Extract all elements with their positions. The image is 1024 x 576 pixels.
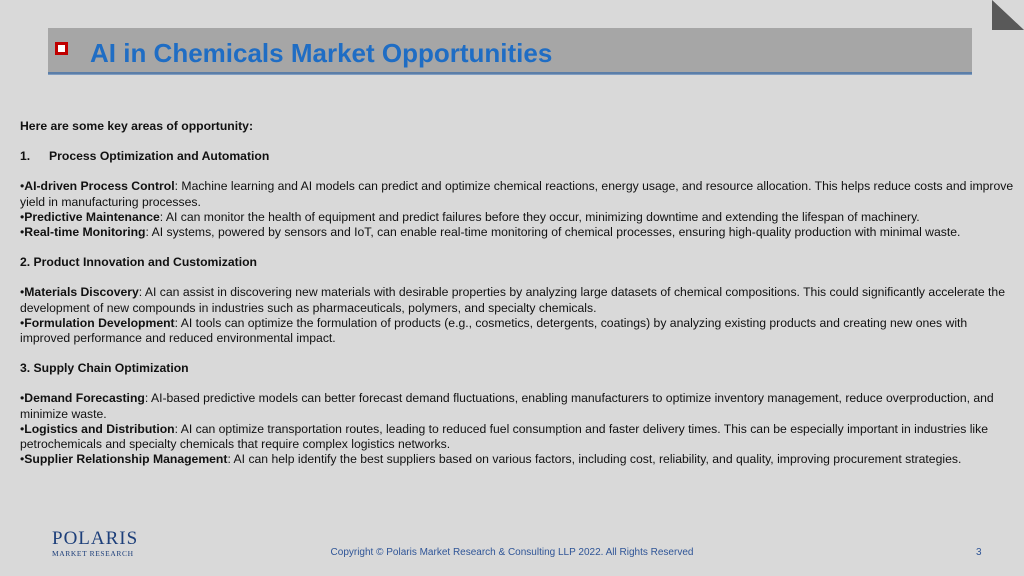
bullet-marker: • xyxy=(20,209,25,224)
section-heading xyxy=(20,149,1020,164)
bullet-list xyxy=(20,179,1020,240)
list-item xyxy=(20,210,1020,225)
bullet-marker: • xyxy=(20,225,25,240)
bullet-marker: • xyxy=(20,421,25,436)
bullet-marker: • xyxy=(20,452,25,467)
list-item xyxy=(20,316,1020,346)
page-title: AI in Chemicals Market Opportunities xyxy=(90,38,553,68)
bullet-term: Predictive Maintenance xyxy=(24,209,160,224)
list-item xyxy=(20,179,1020,209)
bullet-list xyxy=(20,391,1020,467)
logo-subtitle: MARKET RESEARCH xyxy=(52,549,134,558)
bullet-marker: • xyxy=(20,285,25,300)
bullet-term: Demand Forecasting xyxy=(24,391,145,406)
bullet-marker: • xyxy=(20,391,25,406)
bullet-term: Formulation Development xyxy=(24,315,175,330)
section-title: Process Optimization and Automation xyxy=(49,149,270,164)
bullet-text: : AI systems, powered by sensors and IoT, can enable real-time monitoring of chemical processes, ensuring high-quality production with minimal waste. xyxy=(145,225,961,240)
bullet-list xyxy=(20,285,1020,346)
page-corner-fold-icon xyxy=(992,0,1024,30)
list-item xyxy=(20,452,1020,467)
bullet-text: : AI can assist in discovering new materials with desirable properties by analyzing large datasets of chemical compositions. This could significantly accelerate the development of new compounds in industries such as pharmaceuticals, polymers, and specialty chemicals. xyxy=(20,285,1005,315)
bullet-marker: • xyxy=(20,179,25,194)
section-heading: 3. Supply Chain Optimization xyxy=(20,361,189,376)
bullet-text: : AI tools can optimize the formulation of products (e.g., cosmetics, detergents, coatings) by analyzing existing products and creating new ones with improved performance and reduced environmental impact. xyxy=(20,315,968,346)
logo-wordmark: POLARIS xyxy=(52,528,139,549)
list-item xyxy=(20,391,1020,421)
bullet-term: Real-time Monitoring xyxy=(24,225,146,240)
page-number: 3 xyxy=(976,547,982,558)
list-item xyxy=(20,225,1020,240)
bullet-term: AI-driven Process Control xyxy=(24,179,175,194)
checkbox-square-icon xyxy=(55,42,68,55)
bullet-term: Materials Discovery xyxy=(24,285,139,300)
bullet-text: : Machine learning and AI models can predict and optimize chemical reactions, energy usage, and resource allocation. This helps reduce costs and improve yield in manufacturing processes. xyxy=(20,179,1014,209)
footer-copyright: Copyright © Polaris Market Research & Consulting LLP 2022. All Rights Reserved xyxy=(330,547,694,558)
intro-text: Here are some key areas of opportunity: xyxy=(20,119,253,133)
list-item xyxy=(20,422,1020,452)
bullet-text: : AI-based predictive models can better forecast demand fluctuations, enabling manufacturers to optimize inventory management, reduce overproduction, and minimize waste. xyxy=(20,391,994,421)
list-item xyxy=(20,285,1020,315)
bullet-text: : AI can monitor the health of equipment and predict failures before they occur, minimizing downtime and extending the lifespan of machinery. xyxy=(159,209,920,224)
bullet-marker: • xyxy=(20,315,25,330)
section-number: 1. xyxy=(20,149,31,164)
bullet-text: : AI can help identify the best suppliers based on various factors, including cost, reliability, and quality, improving procurement strategies. xyxy=(227,452,962,467)
section-heading: 2. Product Innovation and Customization xyxy=(20,255,257,270)
bullet-text: : AI can optimize transportation routes, leading to reduced fuel consumption and faster delivery times. This can be especially important in industries like petrochemicals and specialty chemicals that require complex logistics networks. xyxy=(20,421,988,452)
bullet-term: Logistics and Distribution xyxy=(24,421,175,436)
slide-body xyxy=(20,119,1020,482)
title-bar xyxy=(48,28,972,74)
bullet-term: Supplier Relationship Management xyxy=(24,452,228,467)
